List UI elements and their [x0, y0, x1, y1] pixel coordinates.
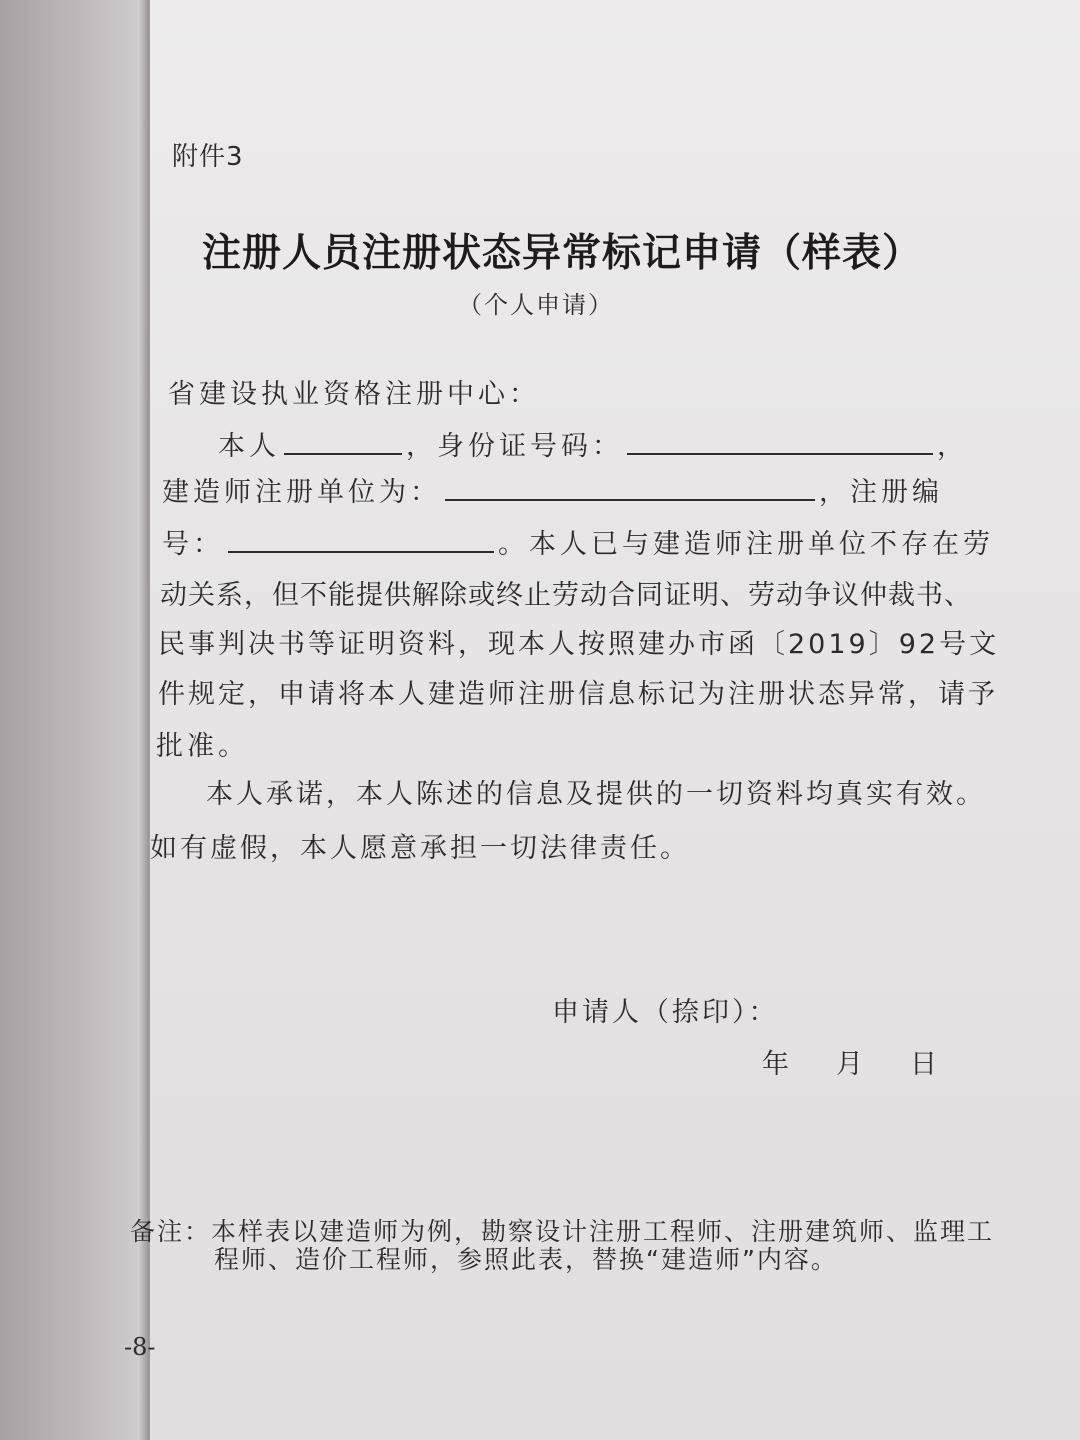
date-day: 日 — [910, 1049, 940, 1080]
page-number: -8- — [124, 1333, 156, 1361]
note-line-2: 程师、造价工程师，参照此表，替换“建造师”内容。 — [214, 1245, 838, 1274]
date-year: 年 — [762, 1049, 792, 1080]
name-blank — [284, 429, 402, 455]
facing-page — [0, 0, 150, 1440]
promise-line-1: 本人承诺，本人陈述的信息及提供的一切资料均真实有效。 — [206, 779, 986, 810]
employer-blank — [445, 475, 815, 501]
attachment-label: 附件3 — [172, 142, 244, 172]
document-subtitle: （个人申请） — [458, 291, 614, 319]
applicant-signature-label: 申请人（捺印）： — [552, 997, 779, 1028]
note-line-1: 备注：本样表以建造师为例，勘察设计注册工程师、注册建筑师、监理工 — [130, 1217, 995, 1246]
body-line-6: 件规定，申请将本人建造师注册信息标记为注册状态异常，请予 — [158, 679, 998, 710]
body-line-2: 建造师注册单位为： ，注册编 — [162, 477, 943, 508]
id-number-blank — [627, 429, 933, 455]
date-month: 月 — [836, 1049, 866, 1080]
body-line-3: 号： 。本人已与建造师注册单位不存在劳 — [162, 529, 994, 560]
body-line-1: 本人 ，身份证号码： ， — [218, 431, 968, 462]
document-page — [124, 0, 1080, 1440]
body-line-5: 民事判决书等证明资料，现本人按照建办市函〔2019〕92号文 — [158, 629, 1000, 660]
registration-number-blank — [228, 527, 494, 553]
document-title: 注册人员注册状态异常标记申请（样表） — [202, 230, 923, 276]
promise-line-2: 如有虚假，本人愿意承担一切法律责任。 — [150, 833, 690, 864]
body-line-7: 批准。 — [156, 731, 249, 762]
body-line-4: 动关系，但不能提供解除或终止劳动合同证明、劳动争议仲裁书、 — [160, 580, 972, 611]
addressee: 省建设执业资格注册中心： — [168, 379, 540, 410]
